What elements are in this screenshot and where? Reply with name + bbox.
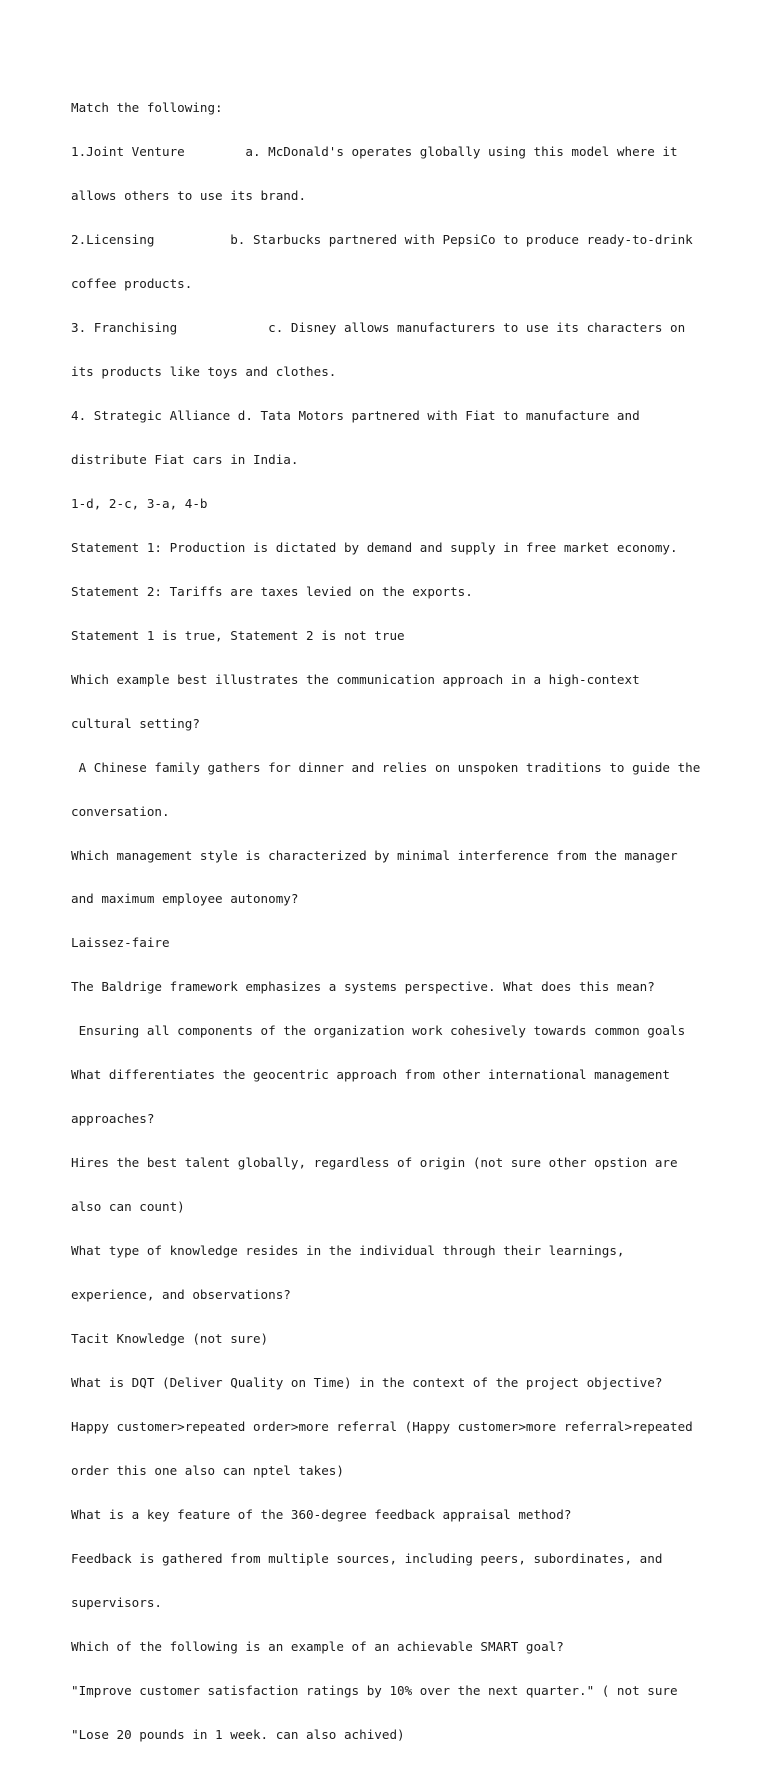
text-line: Match the following: xyxy=(71,100,223,116)
text-line: its products like toys and clothes. xyxy=(71,364,337,380)
text-line: also can count) xyxy=(71,1199,185,1215)
text-line: cultural setting? xyxy=(71,715,200,731)
text-line: distribute Fiat cars in India. xyxy=(71,451,299,467)
text-line: Tacit Knowledge (not sure) xyxy=(71,1331,269,1346)
text-line: allows others to use its brand. xyxy=(71,188,307,204)
text-line: Ensuring all components of the organization work cohesively towards common goals xyxy=(71,1023,686,1039)
text-line: "Improve customer satisfaction ratings by 10% over the next quarter." ( not sure xyxy=(71,1682,678,1698)
text-line: Which of the following is an example of an achievable SMART goal? xyxy=(71,1638,564,1654)
document-text xyxy=(71,72,731,1772)
text-line: 4. Strategic Alliance d. Tata Motors partnered with Fiat to manufacture and xyxy=(71,407,640,423)
text-line: Hires the best talent globally, regardless of origin (not sure other opstion are xyxy=(71,1155,678,1171)
text-line: What differentiates the geocentric approach from other international management xyxy=(71,1067,670,1083)
text-line: 2.Licensing b. Starbucks partnered with PepsiCo to produce ready-to-drink xyxy=(71,232,693,248)
text-line: Happy customer>repeated order>more referral (Happy customer>more referral>repeated xyxy=(71,1418,693,1434)
text-line: 1.Joint Venture a. McDonald's operates globally using this model where it xyxy=(71,144,678,160)
text-line: Laissez-faire xyxy=(71,935,170,951)
text-line: approaches? xyxy=(71,1111,155,1127)
text-line: and maximum employee autonomy? xyxy=(71,891,299,907)
text-line: What is a key feature of the 360-degree feedback appraisal method? xyxy=(71,1506,572,1522)
text-line: What is DQT (Deliver Quality on Time) in the context of the project objective? xyxy=(71,1374,663,1390)
text-line: order this one also can nptel takes) xyxy=(71,1462,344,1478)
text-line: Statement 1: Production is dictated by demand and supply in free market economy. xyxy=(71,539,678,555)
text-line: Statement 1 is true, Statement 2 is not true xyxy=(71,627,405,643)
text-line: The Baldrige framework emphasizes a systems perspective. What does this mean? xyxy=(71,979,655,995)
text-line: Which example best illustrates the communication approach in a high-context xyxy=(71,671,640,687)
text-line: A Chinese family gathers for dinner and relies on unspoken traditions to guide the xyxy=(71,759,701,775)
text-line: conversation. xyxy=(71,803,170,819)
text-line: experience, and observations? xyxy=(71,1287,291,1303)
text-line: 1-d, 2-c, 3-a, 4-b xyxy=(71,495,208,511)
text-line: Which management style is characterized by minimal interference from the manager xyxy=(71,847,678,863)
text-line: What type of knowledge resides in the individual through their learnings, xyxy=(71,1243,625,1259)
text-line: Statement 2: Tariffs are taxes levied on the exports. xyxy=(71,583,473,599)
text-line: "Lose 20 pounds in 1 week. can also achived) xyxy=(71,1726,405,1742)
text-line: supervisors. xyxy=(71,1594,162,1610)
text-line: coffee products. xyxy=(71,276,193,292)
text-line: Feedback is gathered from multiple sources, including peers, subordinates, and xyxy=(71,1550,663,1566)
text-line: 3. Franchising c. Disney allows manufacturers to use its characters on xyxy=(71,320,686,336)
